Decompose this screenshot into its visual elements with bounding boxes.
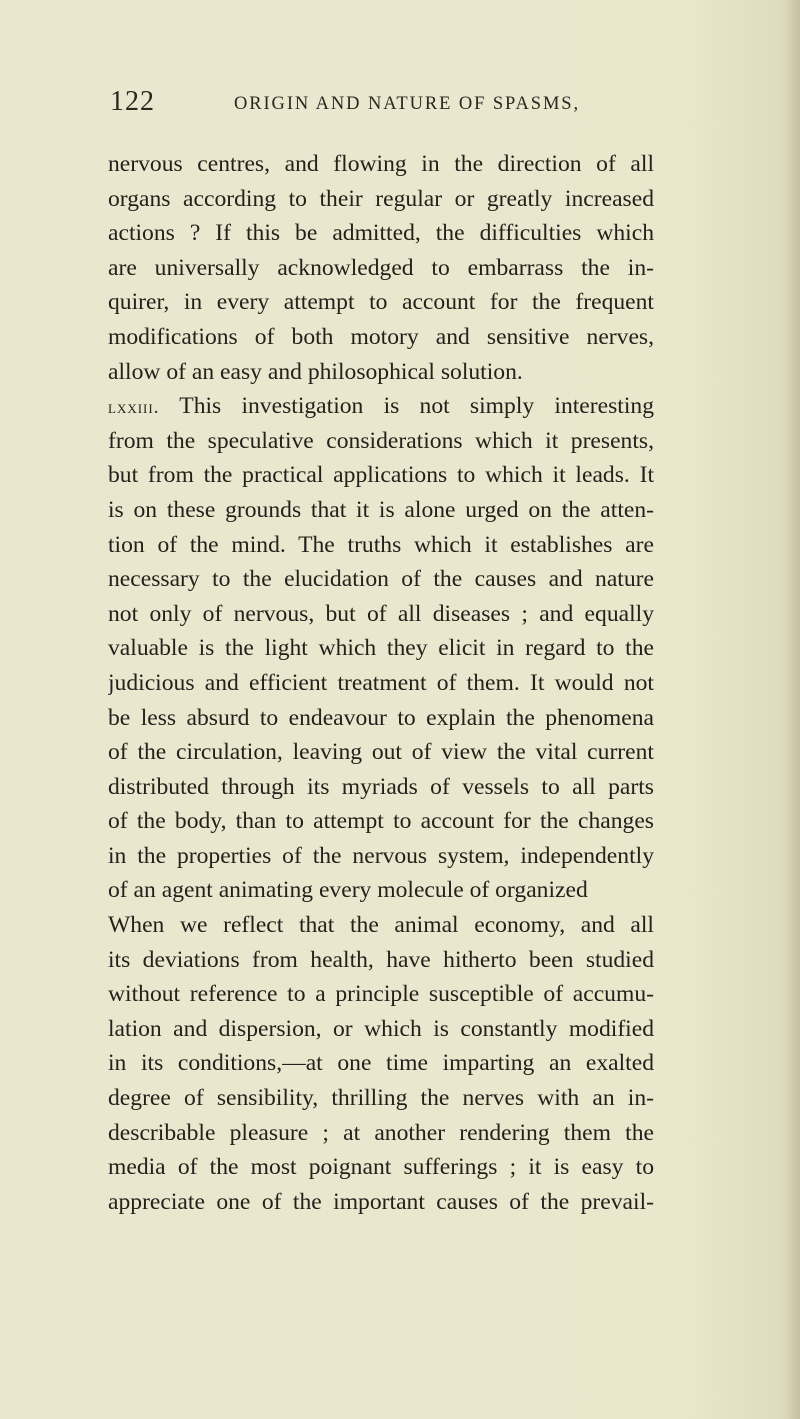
text-line: degree of sensibility, thrilling the nerves with an in- <box>108 1085 654 1112</box>
text-line: media of the most poignant sufferings ; it is easy to <box>108 1154 654 1181</box>
page-header <box>108 86 628 126</box>
text-line: in its conditions,—at one time imparting an exalted <box>108 1050 654 1077</box>
text-line: is on these grounds that it is alone urged on the atten- <box>108 496 654 523</box>
text-line: be less absurd to endeavour to explain the phenomena <box>108 704 654 731</box>
text-line: When we reflect that the animal economy, and all <box>108 912 654 939</box>
text-line: of the body, than to attempt to account for the changes <box>108 808 654 835</box>
text-line: of an agent animating every molecule of organized <box>108 877 588 904</box>
running-title: ORIGIN AND NATURE OF SPASMS, <box>234 94 581 114</box>
text-line: quirer, in every attempt to account for the frequent <box>108 289 654 316</box>
text-line: of the circulation, leaving out of view the vital current <box>108 739 654 766</box>
body-text <box>108 147 654 1219</box>
text-line: are universally acknowledged to embarrass the in- <box>108 254 654 281</box>
text-line: judicious and efficient treatment of them. It would not <box>108 669 654 696</box>
text-line: in the properties of the nervous system, independently <box>108 842 654 869</box>
section-first-line <box>108 389 654 424</box>
text-line: necessary to the elucidation of the causes and nature <box>108 566 654 593</box>
text-line: distributed through its myriads of vessels to all parts <box>108 773 654 800</box>
page-edge-shadow <box>786 0 800 1419</box>
text-line: appreciate one of the important causes of the prevail- <box>108 1188 654 1215</box>
section-mark: lxxiii. <box>108 397 160 419</box>
section-first-line-text: This investigation is not simply interesting <box>159 393 654 420</box>
text-line: lation and dispersion, or which is constantly modified <box>108 1015 654 1042</box>
text-line: its deviations from health, have hitherto been studied <box>108 946 654 973</box>
text-line: allow of an easy and philosophical solution. <box>108 358 523 385</box>
text-line: without reference to a principle susceptible of accumu- <box>108 981 654 1008</box>
text-line: organs according to their regular or greatly increased <box>108 185 654 212</box>
text-line: from the speculative considerations which it presents, <box>108 427 654 454</box>
text-line: nervous centres, and flowing in the direction of all <box>108 151 654 177</box>
text-line: actions ? If this be admitted, the difficulties which <box>108 220 654 247</box>
page-number: 122 <box>110 86 155 117</box>
text-line: not only of nervous, but of all diseases ; and equally <box>108 600 654 627</box>
text-line: but from the practical applications to which it leads. It <box>108 462 654 489</box>
text-line: describable pleasure ; at another rendering them the <box>108 1119 654 1146</box>
text-line: modifications of both motory and sensitive nerves, <box>108 323 654 350</box>
text-line: valuable is the light which they elicit in regard to the <box>108 635 654 662</box>
text-line: tion of the mind. The truths which it establishes are <box>108 531 654 558</box>
